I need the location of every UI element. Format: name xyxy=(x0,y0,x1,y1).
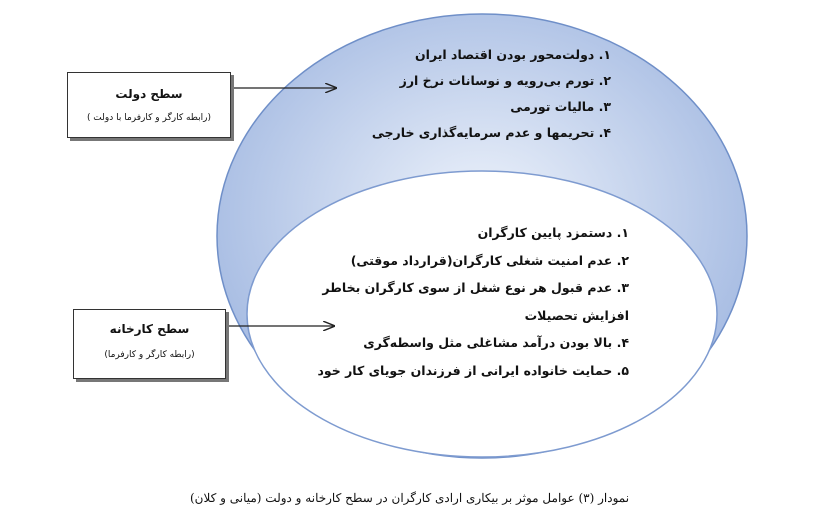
list-item: ۵. حمایت خانواده ایرانی از فرزندان جویای کار خود xyxy=(317,362,629,378)
list-item: ۴. بالا بودن درآمد مشاغلی مثل واسطه‌گری xyxy=(363,335,629,350)
list-item: ۲. عدم امنیت شغلی کارگران(قرارداد موقتی) xyxy=(350,252,629,268)
state-level-factors xyxy=(372,42,611,146)
list-item: ۲. تورم بی‌رویه و نوسانات نرخ ارز xyxy=(399,73,611,88)
factory-level-box xyxy=(73,309,226,379)
state-level-title: سطح دولت xyxy=(115,87,183,101)
list-item: ۱. دستمزد پایین کارگران xyxy=(477,225,629,240)
state-level-box xyxy=(67,72,231,138)
list-item: افزایش تحصیلات xyxy=(524,307,629,323)
list-item: ۴. تحریمها و عدم سرمایه‌گذاری خارجی xyxy=(371,125,611,140)
factory-level-subtitle: (رابطه کارگر و کارفرما) xyxy=(104,350,195,360)
list-item: ۱. دولت‌محور بودن اقتصاد ایران xyxy=(414,47,611,62)
figure-caption: نمودار (۳) عوامل موثر بر بیکاری ارادی کارگران در سطح کارخانه و دولت (میانی و کلان) xyxy=(189,491,630,505)
factory-level-factors xyxy=(317,219,629,384)
factory-level-title: سطح کارخانه xyxy=(109,322,190,336)
list-item: ۳. مالیات تورمی xyxy=(510,99,611,114)
list-item: ۳. عدم قبول هر نوع شغل از سوی کارگران بخاطر xyxy=(322,280,629,295)
state-level-subtitle: (رابطه کارگر و کارفرما با دولت ) xyxy=(86,113,212,123)
